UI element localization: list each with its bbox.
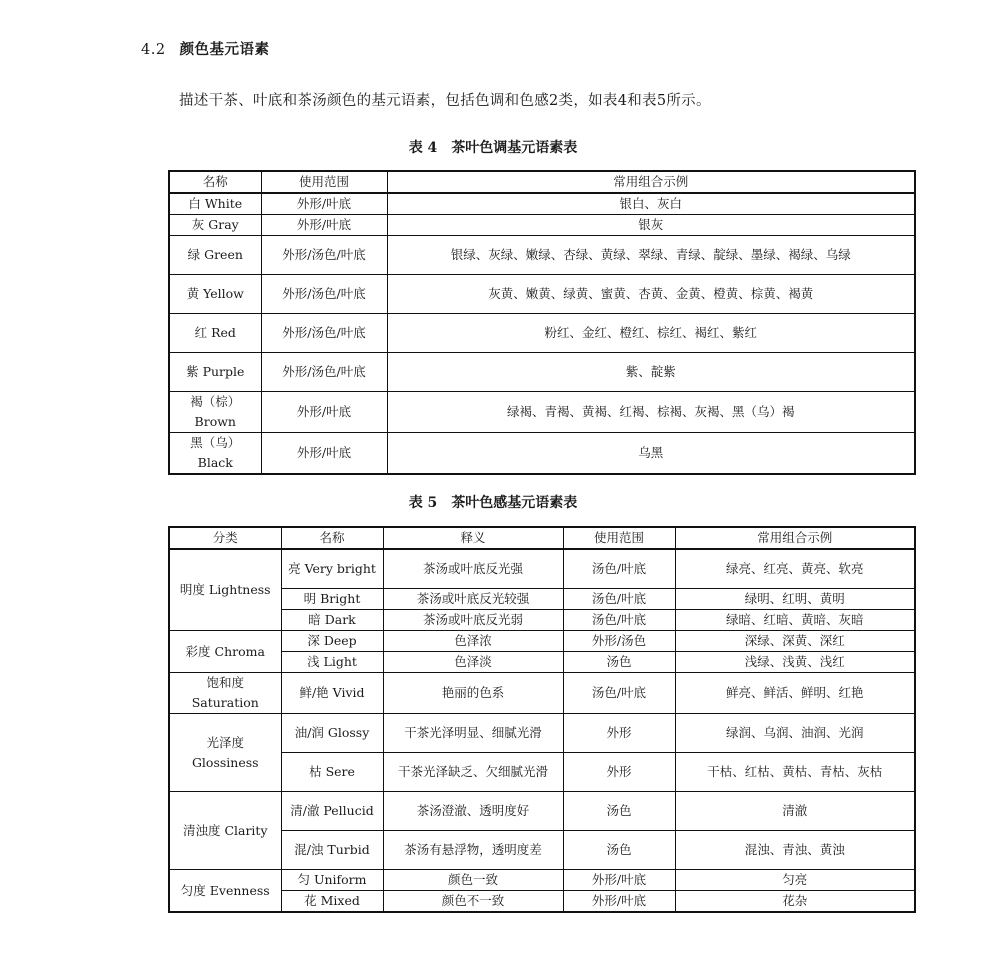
table-cell: 混/浊 Turbid — [281, 831, 383, 870]
table-row — [169, 714, 915, 753]
table5 — [168, 526, 916, 913]
table-cell: 花 Mixed — [281, 891, 383, 913]
table-cell: 紫、靛紫 — [387, 353, 915, 392]
table-cell: 外形/汤色/叶底 — [261, 275, 387, 314]
table-cell: 绿暗、红暗、黄暗、灰暗 — [675, 610, 915, 631]
table4-header-cell: 常用组合示例 — [387, 171, 915, 193]
table-row — [169, 193, 915, 215]
section-number: 4.2 — [141, 42, 166, 58]
table-cell: 茶汤或叶底反光较强 — [383, 589, 563, 610]
table-cell: 外形/叶底 — [261, 193, 387, 215]
table-cell: 色泽淡 — [383, 652, 563, 673]
table-cell: 明 Bright — [281, 589, 383, 610]
table-cell: 汤色 — [563, 652, 675, 673]
table5-caption-number: 表 5 — [408, 495, 438, 511]
table-row — [169, 792, 915, 831]
table-cell: 褐（棕）Brown — [169, 392, 261, 433]
table-cell: 黄 Yellow — [169, 275, 261, 314]
table-cell: 绿褐、青褐、黄褐、红褐、棕褐、灰褐、黑（乌）褐 — [387, 392, 915, 433]
category-cell: 光泽度 Glossiness — [169, 714, 281, 792]
table-cell: 枯 Sere — [281, 753, 383, 792]
table5-caption — [0, 492, 986, 512]
table-cell: 绿 Green — [169, 236, 261, 275]
table-cell: 茶汤澄澈、透明度好 — [383, 792, 563, 831]
table-row — [169, 870, 915, 891]
table-cell: 鲜亮、鲜活、鲜明、红艳 — [675, 673, 915, 714]
table-row — [169, 631, 915, 652]
table-cell: 外形/叶底 — [563, 891, 675, 913]
category-cell: 彩度 Chroma — [169, 631, 281, 673]
table-cell: 油/润 Glossy — [281, 714, 383, 753]
category-cell: 清浊度 Clarity — [169, 792, 281, 870]
table-cell: 红 Red — [169, 314, 261, 353]
category-cell: 饱和度 Saturation — [169, 673, 281, 714]
table-cell: 清澈 — [675, 792, 915, 831]
table4-caption — [0, 137, 986, 157]
table-cell: 颜色不一致 — [383, 891, 563, 913]
table-cell: 绿明、红明、黄明 — [675, 589, 915, 610]
table-row — [169, 589, 915, 610]
table-row — [169, 753, 915, 792]
table-cell: 灰 Gray — [169, 215, 261, 236]
table-row — [169, 891, 915, 913]
table4-caption-title: 茶叶色调基元语素表 — [451, 140, 578, 156]
table-cell: 银灰 — [387, 215, 915, 236]
table5-header-cell: 使用范围 — [563, 527, 675, 549]
table-cell: 汤色/叶底 — [563, 549, 675, 589]
table-cell: 外形/叶底 — [261, 215, 387, 236]
table-cell: 匀亮 — [675, 870, 915, 891]
table4-caption-number: 表 4 — [408, 140, 438, 156]
category-cell: 明度 Lightness — [169, 549, 281, 631]
table-row — [169, 215, 915, 236]
table-cell: 紫 Purple — [169, 353, 261, 392]
table-row — [169, 275, 915, 314]
table-row — [169, 673, 915, 714]
table-cell: 外形/汤色/叶底 — [261, 353, 387, 392]
table-cell: 干枯、红枯、黄枯、青枯、灰枯 — [675, 753, 915, 792]
table-cell: 花杂 — [675, 891, 915, 913]
table-cell: 汤色/叶底 — [563, 610, 675, 631]
table-cell: 茶汤有悬浮物，透明度差 — [383, 831, 563, 870]
table-cell: 汤色/叶底 — [563, 673, 675, 714]
table4-header-row — [169, 171, 915, 193]
table-cell: 清/澈 Pellucid — [281, 792, 383, 831]
table-cell: 深绿、深黄、深红 — [675, 631, 915, 652]
table-row — [169, 236, 915, 275]
table5-caption-title: 茶叶色感基元语素表 — [451, 495, 578, 511]
table5-header-row — [169, 527, 915, 549]
table-cell: 汤色 — [563, 831, 675, 870]
table-cell: 外形/叶底 — [261, 392, 387, 433]
table-row — [169, 610, 915, 631]
table-cell: 外形 — [563, 714, 675, 753]
table-cell: 外形/叶底 — [261, 433, 387, 475]
table4 — [168, 170, 916, 475]
table-cell: 茶汤或叶底反光强 — [383, 549, 563, 589]
table-cell: 亮 Very bright — [281, 549, 383, 589]
table4-header-cell: 使用范围 — [261, 171, 387, 193]
table-cell: 外形/汤色/叶底 — [261, 236, 387, 275]
table-cell: 乌黑 — [387, 433, 915, 475]
table-cell: 匀 Uniform — [281, 870, 383, 891]
table-cell: 颜色一致 — [383, 870, 563, 891]
table-row — [169, 433, 915, 475]
table-cell: 深 Deep — [281, 631, 383, 652]
table-cell: 干茶光泽缺乏、欠细腻光滑 — [383, 753, 563, 792]
table-cell: 色泽浓 — [383, 631, 563, 652]
table-cell: 外形/叶底 — [563, 870, 675, 891]
table-row — [169, 314, 915, 353]
table-row — [169, 549, 915, 589]
section-title: 颜色基元语素 — [179, 41, 270, 58]
table-row — [169, 392, 915, 433]
table4-header-cell: 名称 — [169, 171, 261, 193]
section-heading — [141, 38, 270, 59]
table-row — [169, 353, 915, 392]
table-cell: 暗 Dark — [281, 610, 383, 631]
table-cell: 艳丽的色系 — [383, 673, 563, 714]
table5-header-cell: 常用组合示例 — [675, 527, 915, 549]
table-row — [169, 652, 915, 673]
table-cell: 白 White — [169, 193, 261, 215]
table-cell: 黑（乌）Black — [169, 433, 261, 475]
table-cell: 浅绿、浅黄、浅红 — [675, 652, 915, 673]
table5-header-cell: 名称 — [281, 527, 383, 549]
intro-paragraph: 描述干茶、叶底和茶汤颜色的基元语素，包括色调和色感2类，如表4和表5所示。 — [179, 93, 711, 109]
table-cell: 干茶光泽明显、细腻光滑 — [383, 714, 563, 753]
table-cell: 银绿、灰绿、嫩绿、杏绿、黄绿、翠绿、青绿、靛绿、墨绿、褐绿、乌绿 — [387, 236, 915, 275]
table-cell: 混浊、青浊、黄浊 — [675, 831, 915, 870]
table-cell: 粉红、金红、橙红、棕红、褐红、紫红 — [387, 314, 915, 353]
category-cell: 匀度 Evenness — [169, 870, 281, 913]
table-cell: 鲜/艳 Vivid — [281, 673, 383, 714]
table5-header-cell: 分类 — [169, 527, 281, 549]
table-cell: 汤色/叶底 — [563, 589, 675, 610]
table5-header-cell: 释义 — [383, 527, 563, 549]
table-cell: 外形 — [563, 753, 675, 792]
table-cell: 外形/汤色 — [563, 631, 675, 652]
table-cell: 银白、灰白 — [387, 193, 915, 215]
table-cell: 汤色 — [563, 792, 675, 831]
table-cell: 外形/汤色/叶底 — [261, 314, 387, 353]
table-cell: 灰黄、嫩黄、绿黄、蜜黄、杏黄、金黄、橙黄、棕黄、褐黄 — [387, 275, 915, 314]
table-cell: 浅 Light — [281, 652, 383, 673]
table-cell: 茶汤或叶底反光弱 — [383, 610, 563, 631]
table-cell: 绿亮、红亮、黄亮、软亮 — [675, 549, 915, 589]
table-row — [169, 831, 915, 870]
table-cell: 绿润、乌润、油润、光润 — [675, 714, 915, 753]
